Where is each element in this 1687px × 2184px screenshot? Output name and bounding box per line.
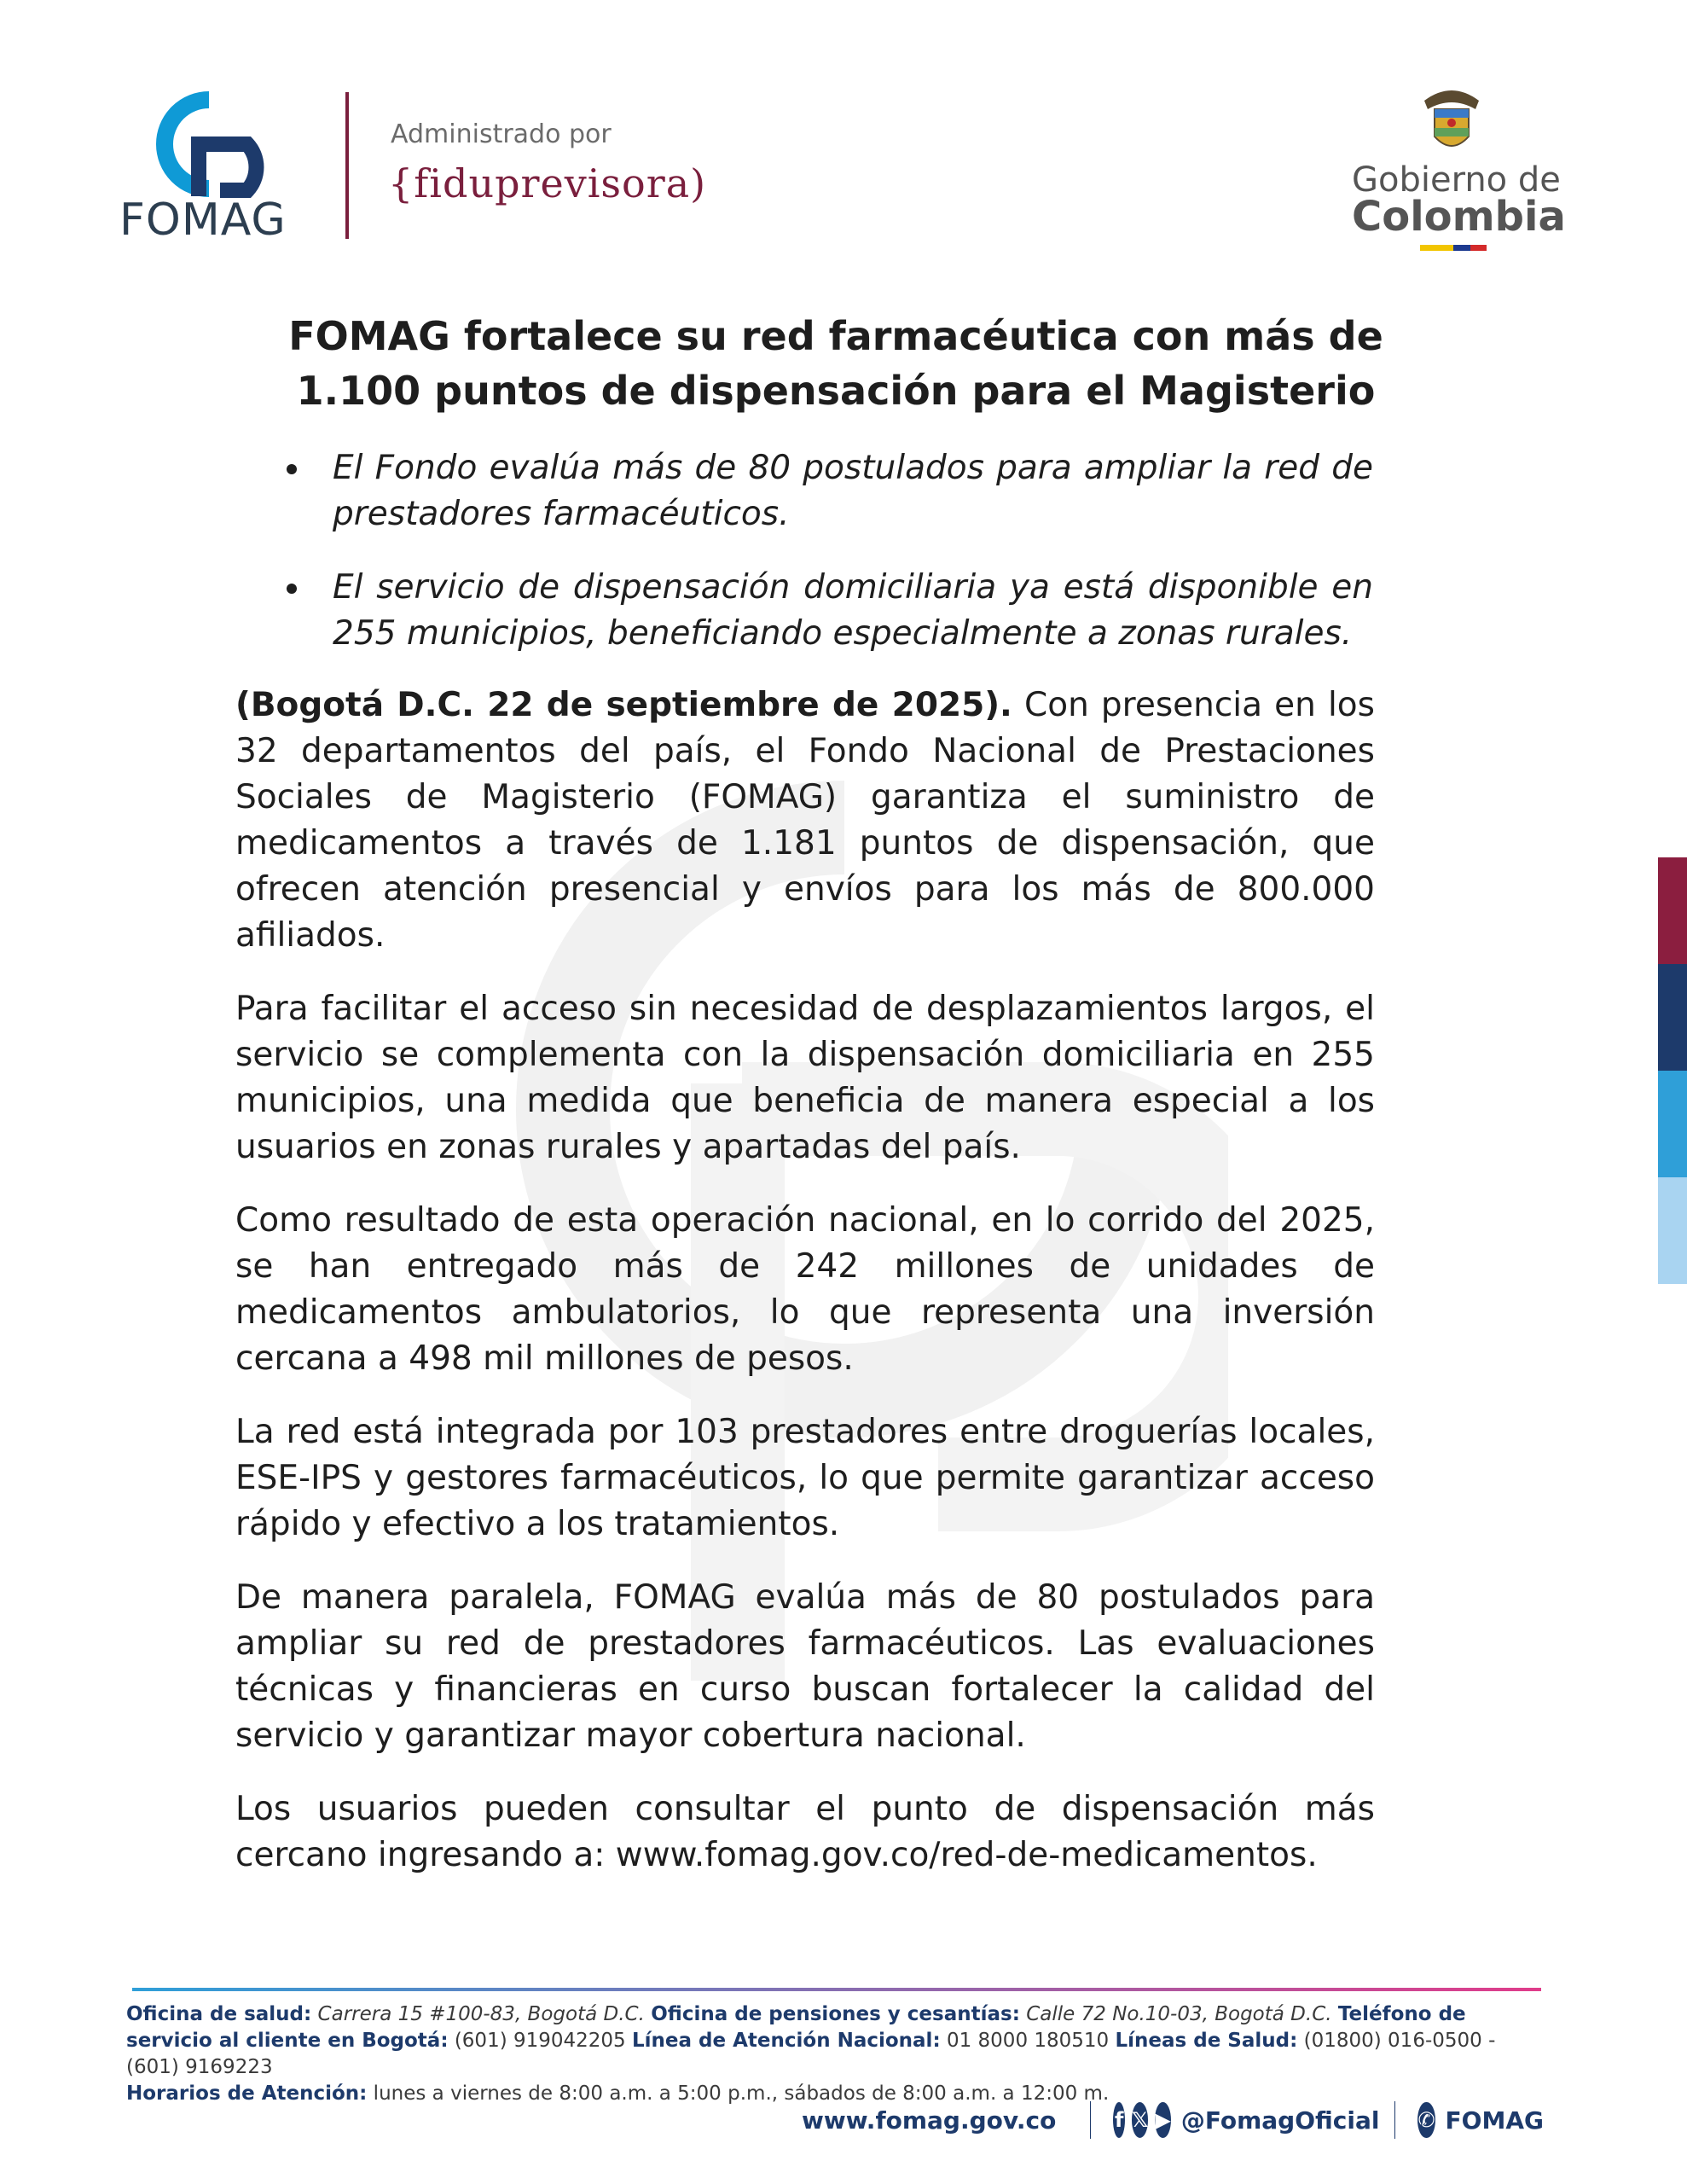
paragraph-4: La red está integrada por 103 prestadores entre droguerías locales, ESE-IPS y gestores farmacéuticos, lo que permite garantizar acceso rápido y efectivo a los tratamientos. [235, 1413, 1375, 1543]
paragraph-6: Los usuarios pueden consultar el punto de dispensación más cercano ingresando a: www.fomag.gov.co/red-de-medicamentos. [235, 1790, 1375, 1874]
footer-health-lines-label: Líneas de Salud: [1115, 2030, 1298, 2052]
bullet-dot-icon [287, 464, 297, 474]
footer-national-value: 01 8000 180510 [940, 2030, 1116, 2052]
press-title: FOMAG fortalece su red farmacéutica con más de 1.100 puntos de dispensación para el Magisterio [288, 313, 1383, 414]
administered-by-label: Administrado por [391, 119, 612, 149]
side-color-stripe [1658, 857, 1687, 1284]
footer-national-label: Línea de Atención Nacional: [632, 2030, 941, 2052]
footer-divider [132, 1988, 1541, 1991]
paragraph-2: Para facilitar el acceso sin necesidad de desplazamientos largos, el servicio se complementa con la dispensación domiciliaria en 255 municipios, una medida que beneficia de manera especial a los usuarios en zonas rurales y apartadas del país. [235, 990, 1375, 1166]
colombia-flag-bar [1420, 245, 1487, 251]
bullet-item [281, 445, 1373, 537]
gov-line-2: Colombia [1352, 193, 1566, 241]
paragraph-3: Como resultado de esta operación nacional, en lo corrido del 2025, se han entregado más de 242 millones de unidades de medicamentos ambulatorios, lo que representa una inversión cercana a 498 mil millones de pesos. [235, 1201, 1375, 1378]
x-icon[interactable]: 𝕏 [1132, 2102, 1148, 2138]
footer-health-lines-value: (01800) 016-0500 - (601) 9169223 [126, 2030, 1496, 2078]
dateline: (Bogotá D.C. 22 de septiembre de 2025). [235, 686, 1012, 724]
fiduprevisora-logo: {fiduprevisora) [388, 160, 707, 206]
social-handle[interactable]: @FomagOficial [1180, 2106, 1380, 2135]
fomag-wordmark: FOMAG [119, 195, 287, 246]
gov-line-1: Gobierno de [1352, 160, 1561, 200]
youtube-icon[interactable]: ▶ [1155, 2102, 1170, 2138]
footer-contact-info [126, 2001, 1551, 2107]
whatsapp-label[interactable]: FOMAG [1445, 2106, 1544, 2135]
footer-pension-value: Calle 72 No.10-03, Bogotá D.C. [1019, 2003, 1338, 2025]
footer-social-bar [802, 2094, 1544, 2146]
footer-health-label: Oficina de salud: [126, 2003, 312, 2025]
paragraph-1 [235, 682, 1375, 959]
highlights-list [281, 445, 1373, 684]
whatsapp-icon[interactable]: ✆ [1417, 2102, 1435, 2138]
colombia-crest-icon [1416, 84, 1487, 160]
footer-hours-label: Horarios de Atención: [126, 2082, 368, 2105]
social-separator [1090, 2101, 1091, 2139]
bullet-item [281, 565, 1373, 657]
facebook-icon[interactable]: f [1113, 2102, 1125, 2138]
bullet-dot-icon [287, 584, 297, 594]
website-link[interactable]: www.fomag.gov.co [802, 2106, 1057, 2135]
paragraph-5: De manera paralela, FOMAG evalúa más de 80 postulados para ampliar su red de prestadores farmacéuticos. Las evaluaciones técnicas y financieras en curso buscan fortalecer la calidad del servicio y garantizar mayor cobertura nacional. [235, 1578, 1375, 1755]
footer-pension-label: Oficina de pensiones y cesantías: [651, 2003, 1020, 2025]
bullet-text: El servicio de dispensación domiciliaria ya está disponible en 255 municipios, beneficiando especialmente a zonas rurales. [333, 568, 1373, 653]
footer-phone-label: Teléfono de servicio al cliente en Bogotá: [126, 2003, 1466, 2052]
footer-hours-value: lunes a viernes de 8:00 a.m. a 5:00 p.m., sábados de 8:00 a.m. a 12:00 m. [367, 2082, 1110, 2105]
footer-phone-value: (601) 919042205 [448, 2030, 632, 2052]
footer-health-value: Carrera 15 #100-83, Bogotá D.C. [311, 2003, 652, 2025]
paragraph-1-text: Con presencia en los 32 departamentos del país, el Fondo Nacional de Prestaciones Sociales de Magisterio (FOMAG) garantiza el suministro de medicamentos a través de 1.181 puntos de dispensación, que ofrecen atención presencial y envíos para los más de 800.000 afiliados. [235, 686, 1375, 955]
header-divider [345, 92, 349, 239]
press-body [235, 682, 1375, 1906]
bullet-text: El Fondo evalúa más de 80 postulados para ampliar la red de prestadores farmacéuticos. [333, 449, 1373, 533]
social-separator [1394, 2101, 1395, 2139]
